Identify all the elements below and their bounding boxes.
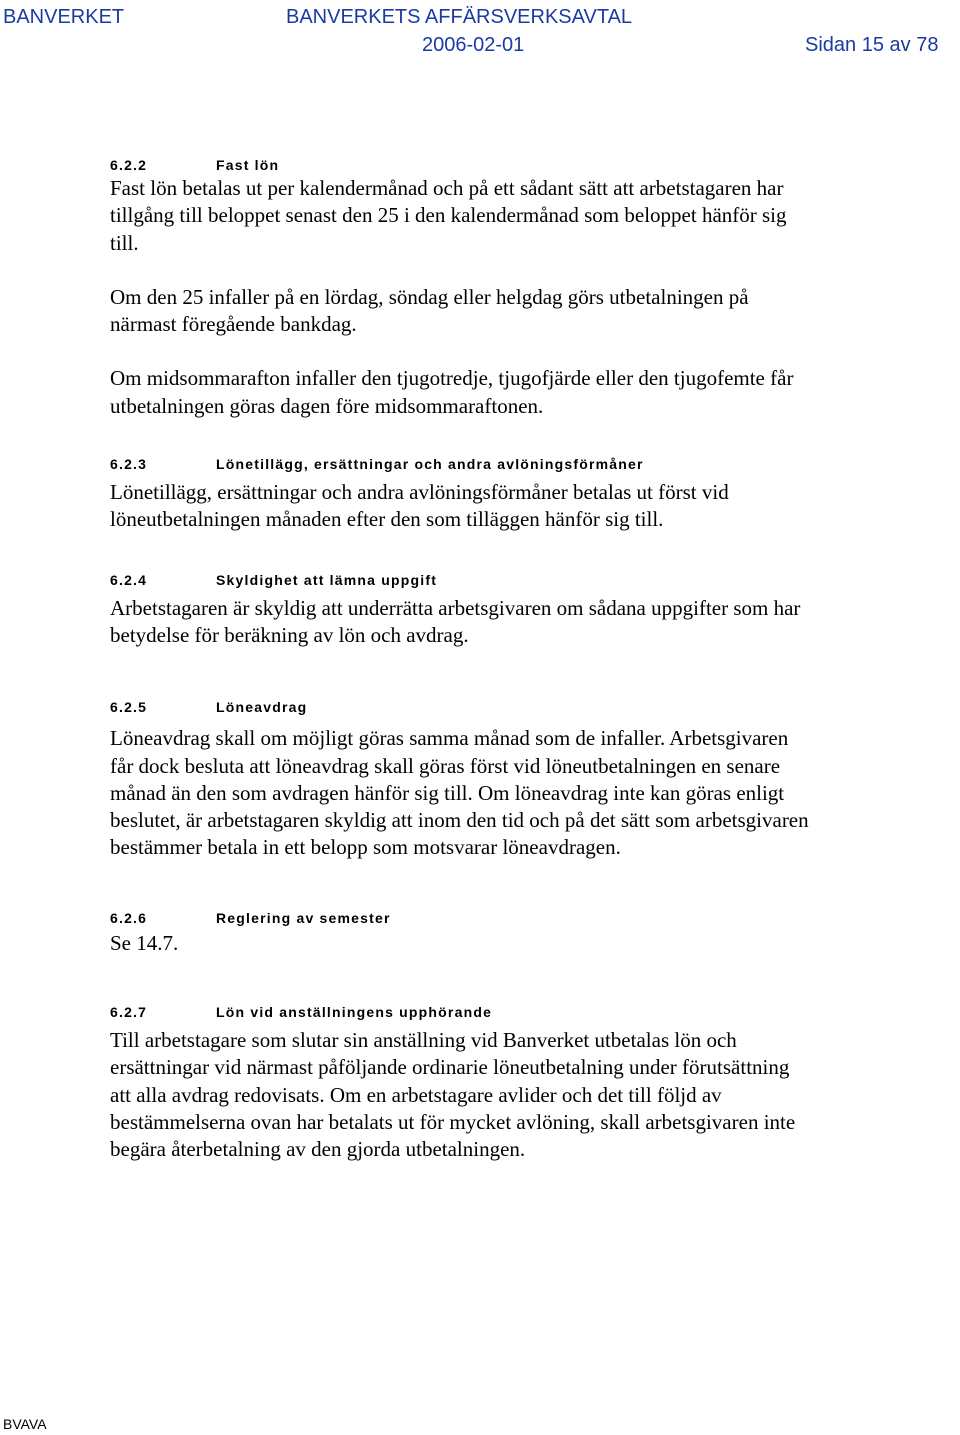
section-title: Fast lön: [216, 157, 280, 173]
header-page-number: Sidan 15 av 78: [805, 34, 939, 56]
section-heading: [110, 697, 810, 717]
page-header: [0, 5, 960, 61]
header-agreement-title: BANVERKETS AFFÄRSVERKSAVTAL: [286, 6, 633, 28]
section-heading: [110, 454, 810, 474]
section-number: 6.2.2: [110, 157, 148, 173]
document-body: [110, 155, 810, 1164]
section-number: 6.2.5: [110, 699, 148, 716]
section-title: Lönetillägg, ersättningar och andra avlöningsförmåner: [216, 456, 644, 473]
section-title: Reglering av semester: [216, 909, 391, 926]
section-title: Lön vid anställningens upphörande: [216, 1004, 493, 1021]
section-title: Löneavdrag: [216, 699, 308, 716]
paragraph: Arbetstagaren är skyldig att underrätta arbetsgivaren om sådana uppgifter som har betydelse för beräkning av lön och avdrag.: [110, 595, 801, 647]
page-footer: BVAVA: [3, 1416, 47, 1432]
paragraph: Till arbetstagare som slutar sin anställning vid Banverket utbetalas lön och ersättningar vid närmast påföljande ordinarie löneutbetalning under förutsättning att alla avdrag redovisats. Om en arbetstagare avlider och det till följd av bestämmelserna ovan har betalats ut för mycket avlöning, skall arbetsgivaren inte begära återbetalning av den gjorda utbetalningen.: [110, 1028, 796, 1162]
section-number: 6.2.6: [110, 909, 148, 926]
section-6-2-3: [110, 454, 810, 534]
section-6-2-4: [110, 570, 810, 650]
section-6-2-7: [110, 1002, 810, 1163]
section-number: 6.2.7: [110, 1004, 148, 1021]
header-date: 2006-02-01: [422, 34, 525, 56]
paragraph: Om midsommarafton infaller den tjugotredje, tjugofjärde eller den tjugofemte får utbetalningen göras dagen före midsommaraftonen.: [110, 366, 794, 418]
section-heading: [110, 908, 810, 928]
section-title: Skyldighet att lämna uppgift: [216, 571, 438, 588]
section-number: 6.2.3: [110, 456, 148, 473]
header-org: BANVERKET: [3, 6, 125, 28]
paragraph: Lönetillägg, ersättningar och andra avlöningsförmåner betalas ut först vid löneutbetalningen månaden efter den som tilläggen hänför sig till.: [110, 480, 729, 532]
paragraph: Fast lön betalas ut per kalendermånad och på ett sådant sätt att arbetstagaren har tillgång till beloppet senast den 25 i den kalendermånad som beloppet hänför sig till.: [110, 176, 787, 255]
paragraph: Löneavdrag skall om möjligt göras samma månad som de infaller. Arbetsgivaren får dock besluta att löneavdrag skall göras först vid löneutbetalningen en senare månad än den som avdragen hänför sig till. Om löneavdrag inte kan göras enligt beslutet, är arbetstagaren skyldig att inom den tid och på det sätt som arbetsgivaren bestämmer betala in ett belopp som motsvarar löneavdragen.: [110, 726, 809, 860]
section-6-2-5: [110, 697, 810, 861]
paragraph: Se 14.7.: [110, 930, 179, 955]
section-heading: [110, 570, 810, 590]
section-6-2-6: [110, 908, 810, 957]
section-number: 6.2.4: [110, 571, 148, 588]
section-heading: [110, 155, 810, 175]
section-6-2-2: [110, 155, 810, 420]
section-heading: [110, 1002, 810, 1022]
paragraph: Om den 25 infaller på en lördag, söndag eller helgdag görs utbetalningen på närmast föregående bankdag.: [110, 284, 749, 337]
